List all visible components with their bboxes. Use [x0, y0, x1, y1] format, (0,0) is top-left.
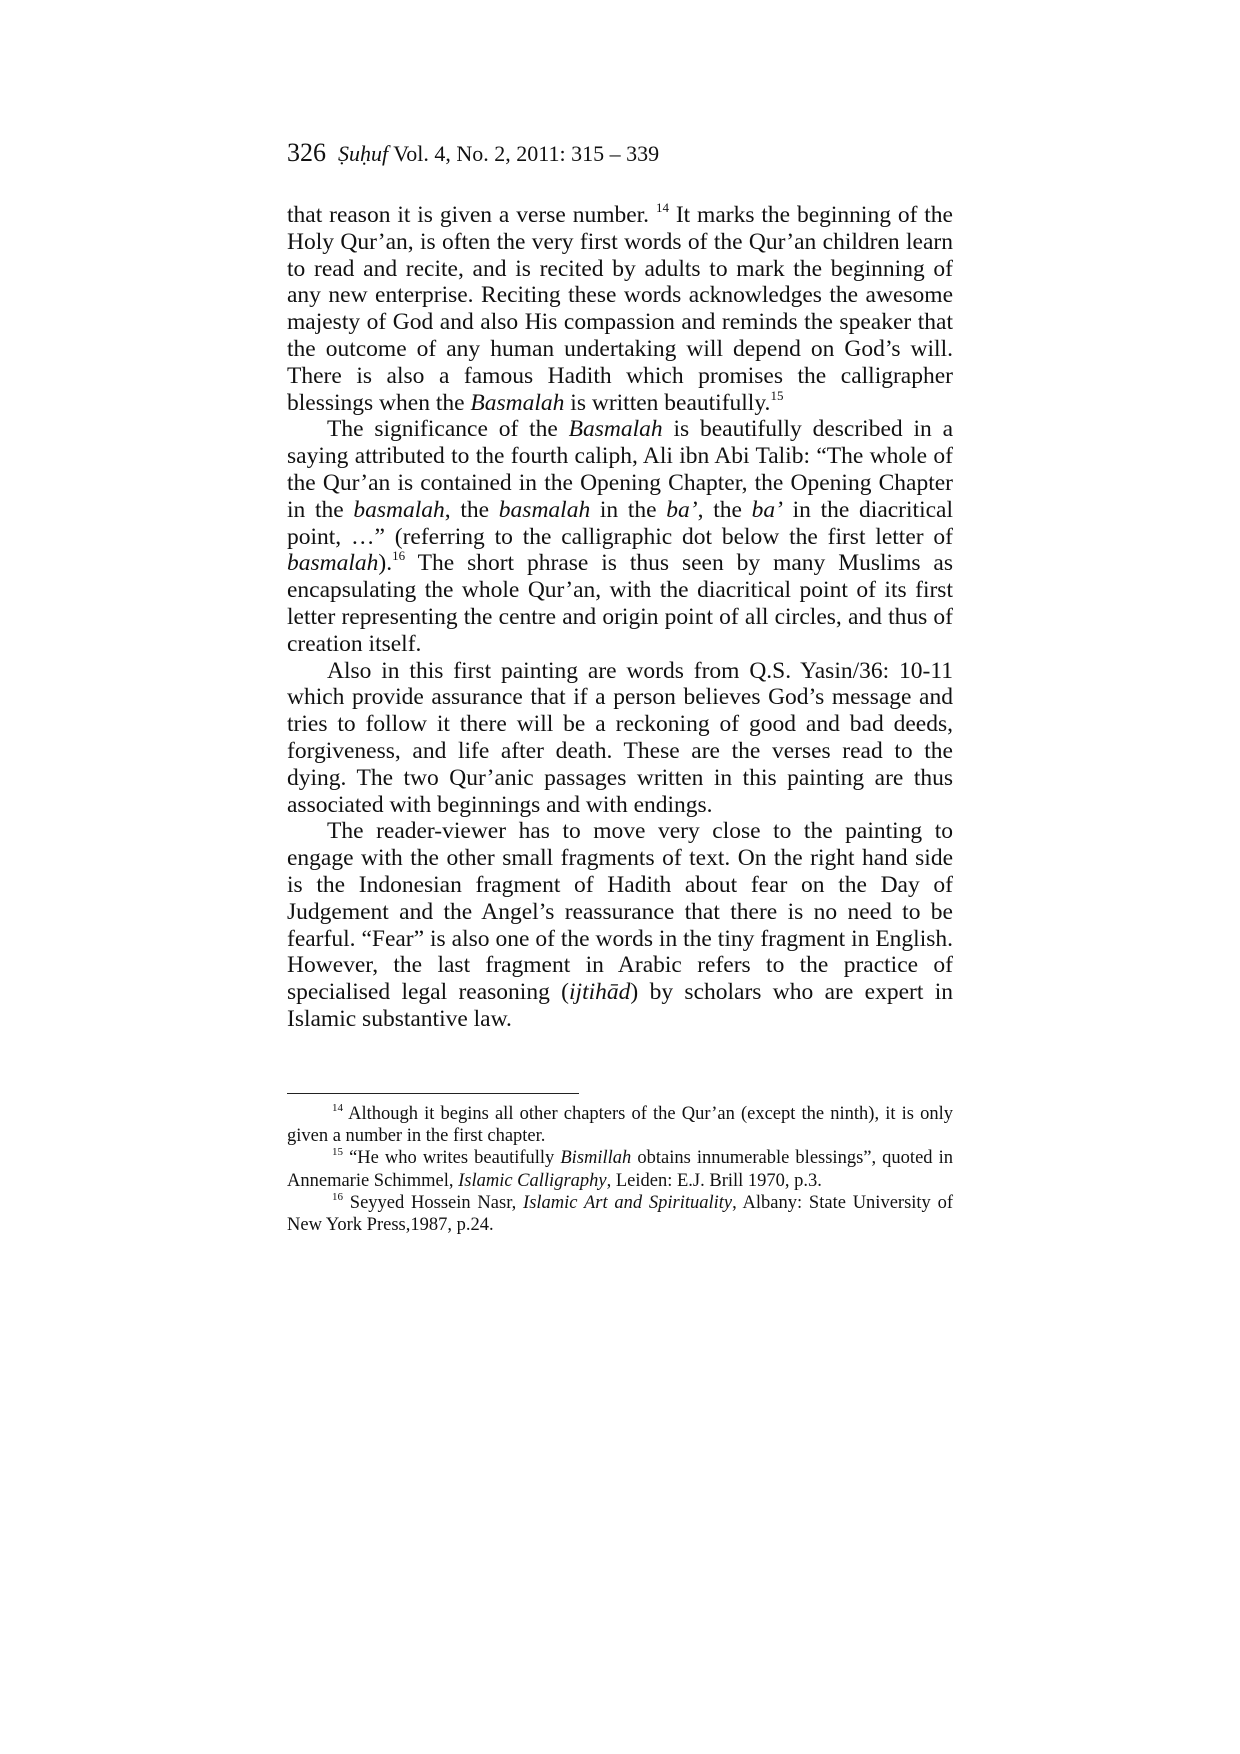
footnotes [287, 1103, 953, 1236]
text-run: in the [590, 496, 667, 523]
running-header [287, 139, 659, 168]
italic-term: ba’ [666, 496, 698, 523]
journal-name: Ṣuḥuf [338, 141, 389, 166]
footnote-text: , Leiden: E.J. Brill 1970, p.3. [606, 1170, 822, 1191]
footnote-14 [287, 1103, 953, 1147]
footnote-number: 15 [332, 1146, 343, 1159]
footnote-16 [287, 1192, 953, 1236]
text-run: is written beautifully. [564, 389, 771, 416]
footnote-text: Seyyed Hossein Nasr, [343, 1192, 524, 1213]
text-run: in the diacritical point, …” (referring to the calligraphic dot below the first letter of [287, 496, 953, 550]
italic-term: basmalah [353, 496, 445, 523]
footnote-ref-15[interactable]: 15 [770, 387, 784, 403]
footnote-divider [287, 1093, 579, 1094]
paragraph-1 [287, 202, 953, 416]
italic-term: Basmalah [568, 416, 663, 443]
italic-term: Bismillah [560, 1148, 632, 1169]
paragraph-4 [287, 818, 953, 1032]
text-run: , the [697, 496, 752, 523]
paragraph-3: Also in this first painting are words from Q.S. Yasin/36: 10-11 which provide assurance that if a person believes God’s message and tries to follow it there will be a reckoning of good and bad deeds, forgiveness, and life after death. These are the verses read to the dying. The two Qur’anic passages written in this painting are thus associated with beginnings and with endings. [287, 657, 953, 818]
body-text [287, 202, 953, 1033]
footnote-text: “He who writes beautifully [343, 1148, 561, 1169]
footnote-ref-14[interactable]: 14 [655, 200, 669, 215]
text-run: that reason it is given a verse number. [287, 202, 656, 228]
italic-term: ijtihād [569, 979, 631, 1006]
italic-term: Basmalah [470, 389, 565, 416]
footnote-number: 16 [332, 1190, 343, 1203]
footnote-text: obtains innumerable blessings”, quoted in Annemarie Schimmel, [287, 1148, 953, 1191]
footnote-number: 14 [332, 1102, 343, 1114]
paragraph-2 [287, 416, 953, 657]
page-number: 326 [287, 138, 326, 167]
book-title: Islamic Art and Spirituality [523, 1192, 733, 1213]
footnote-ref-16[interactable]: 16 [392, 548, 406, 564]
issue-citation: Vol. 4, No. 2, 2011: 315 – 339 [388, 141, 660, 166]
italic-term: basmalah [498, 496, 591, 523]
text-run: It marks the beginning of the Holy Qur’an, is often the very first words of the Qur’an children learn to read and recite, and is recited by adults to mark the beginning of any new enterprise. Reciting these words acknowledges the awesome majesty of God and also His compassion and reminds the speaker that the outcome of any human undertaking will depend on God’s will. There is also a famous Hadith which promises the calligrapher blessings when the [287, 202, 953, 416]
text-run: The short phrase is thus seen by many Muslims as encapsulating the whole Qur’an, with the diacritical point of its first letter representing the centre and origin point of all circles, and thus of creation itself. [287, 550, 953, 657]
text-run: ) by scholars who are expert in Islamic substantive law. [287, 979, 953, 1032]
text-run: The reader-viewer has to move very close to the painting to engage with the other small fragments of text. On the right hand side is the Indonesian fragment of Hadith about fear on the Day of Judgement and the Angel’s reassurance that there is no need to be fearful. “Fear” is also one of the words in the tiny fragment in English. However, the last fragment in Arabic refers to the practice of specialised legal reasoning ( [287, 818, 953, 1006]
footnote-text: Although it begins all other chapters of the Qur’an (except the ninth), it is only given a number in the first chapter. [287, 1104, 953, 1147]
italic-term: ba’ [751, 496, 783, 523]
book-title: Islamic Calligraphy [458, 1170, 607, 1191]
text-run: The significance of the [327, 416, 569, 443]
footnote-15 [287, 1147, 953, 1191]
footnote-text: , Albany: State University of New York Press,1987, p.24. [287, 1192, 953, 1236]
italic-term: basmalah [287, 550, 379, 577]
text-run: ). [378, 550, 393, 577]
text-run: , the [444, 496, 499, 523]
text-run: is beautifully described in a saying attributed to the fourth caliph, Ali ibn Abi Talib: “The whole of the Qur’an is contained in the Opening Chapter, the Opening Chapter in the [287, 416, 953, 523]
